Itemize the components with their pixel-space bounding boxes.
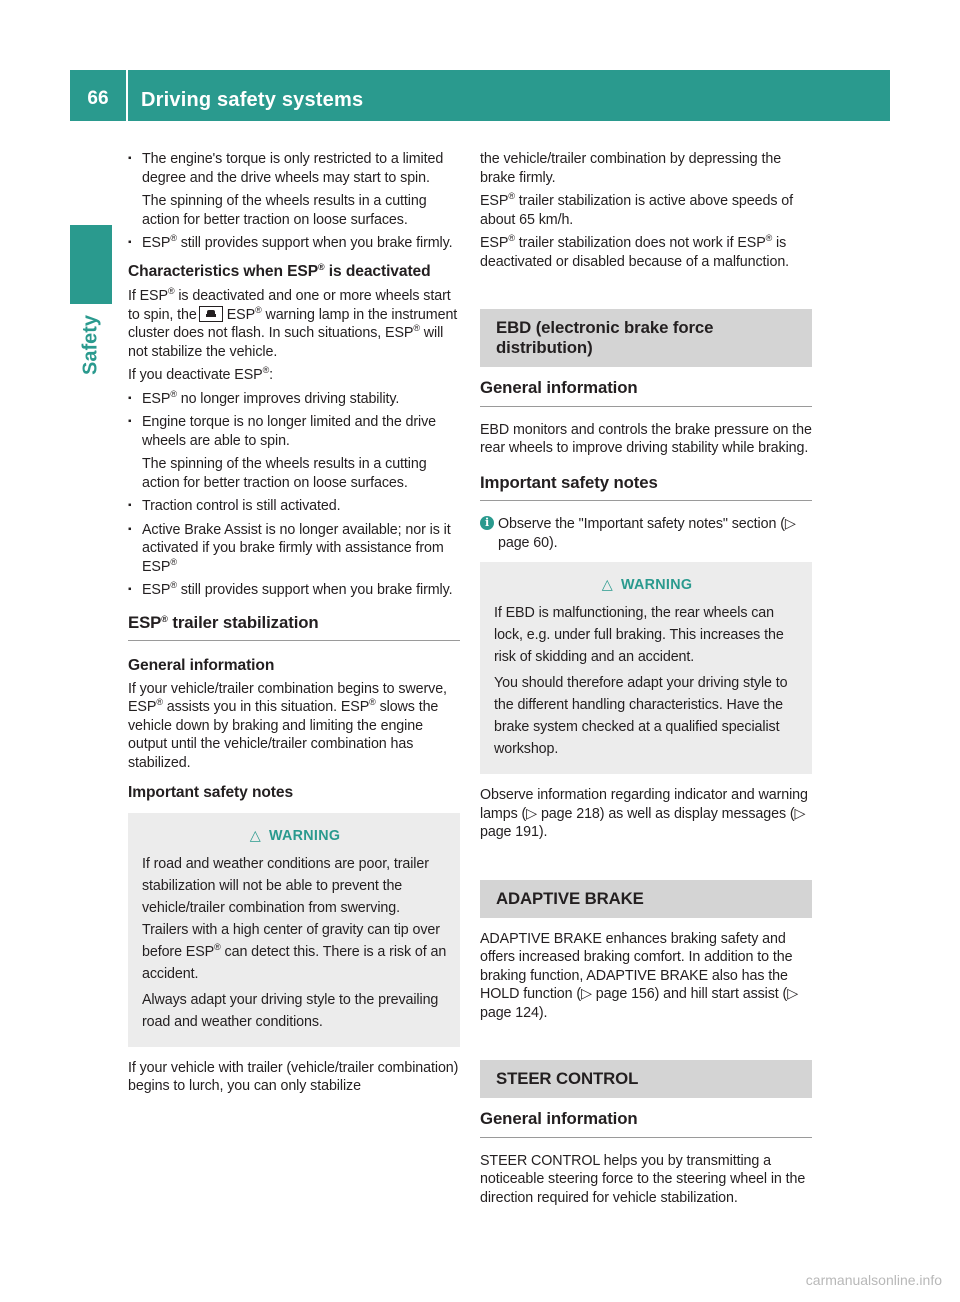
characteristics-paragraph: If ESP® is deactivated and one or more wheels start to spin, the ESP® warning lamp in the instrument cluster does not flash. In such situations, ESP® will not stabilize the vehicle. [128, 286, 458, 360]
bullet-icon: ▪ [128, 153, 132, 164]
bullet-icon: ▪ [128, 584, 132, 595]
page-ref-arrow-icon: ▷ [581, 986, 592, 1002]
info-note: i Observe the "Important safety notes" section (▷ page 60). [480, 515, 812, 552]
side-tab-label: Safety [79, 314, 102, 376]
warning-box [480, 562, 812, 774]
page-ref-arrow-icon: ▷ [794, 805, 806, 822]
watermark: carmanualsonline.info [805, 1272, 942, 1288]
warning-text: Always adapt your driving style to the prevailing road and weather conditions. [142, 991, 439, 1030]
right-column [480, 150, 812, 1212]
bullet-list-top [128, 150, 460, 253]
steer-general-heading: General information [480, 1110, 812, 1138]
adaptive-brake-title: ADAPTIVE BRAKE [480, 880, 812, 918]
closing-paragraph: If your vehicle with trailer (vehicle/trailer combination) begins to lurch, you can only stabilize [128, 1059, 459, 1094]
left-column [128, 150, 460, 1101]
trailer-stabilization-heading: ESP® trailer stabilization [128, 614, 460, 642]
warning-text: You should therefore adapt your driving style to the different handling characteristics. Have the brake system checked at a qualified specialist workshop. [494, 675, 788, 757]
ebd-safety-heading: Important safety notes [480, 474, 812, 502]
warning-header: △ WARNING [142, 825, 448, 847]
page-title: Driving safety systems [141, 89, 364, 111]
page-ref-arrow-icon: ▷ [784, 516, 796, 532]
list-item: ▪ ESP® still provides support when you brake firmly. [128, 580, 453, 598]
ebd-general-heading: General information [480, 379, 812, 407]
adaptive-brake-paragraph: ADAPTIVE BRAKE enhances braking safety and offers increased braking comfort. In addition to the braking function, ADAPTIVE BRAKE also has the HOLD function (▷ page 156) and hill start assist (▷ page 124). [480, 930, 799, 1021]
warning-triangle-icon: △ [249, 827, 262, 844]
header-divider [126, 70, 128, 121]
list-item: ▪ ESP® still provides support when you brake firmly. [128, 233, 453, 251]
observe-paragraph: Observe information regarding indicator and warning lamps (▷ page 218) as well as display messages (▷ page 191). [480, 787, 808, 840]
bullet-icon: ▪ [128, 500, 132, 511]
general-information-heading: General information [128, 657, 275, 674]
warning-header: △ WARNING [494, 574, 800, 596]
list-item: ▪ ESP® no longer improves driving stability. [128, 388, 400, 407]
page-ref-arrow-icon: ▷ [526, 805, 538, 822]
info-icon: i [480, 516, 494, 530]
bullet-list-deactivated [128, 390, 460, 600]
warning-text: If road and weather conditions are poor, trailer stabilization will not be able to prevent the vehicle/trailer combination from swerving. Trailers with a high center of gravity can tip over before ESP® can detect this. There is a risk of an accident. [142, 855, 447, 982]
warning-text: If EBD is malfunctioning, the rear wheels can lock, e.g. under full braking. This increases the risk of skidding and an accident. [494, 605, 784, 665]
characteristics-heading: Characteristics when ESP® is deactivated [128, 261, 431, 280]
deactivate-intro: If you deactivate ESP®: [128, 365, 274, 383]
list-item: ▪ The engine's torque is only restricted to a limited degree and the drive wheels may start to spin. The spinning of the wheels results in a cutting action for better traction on loose surfaces. [128, 151, 444, 228]
side-tab-marker [70, 225, 112, 304]
steer-control-paragraph: STEER CONTROL helps you by transmitting a noticeable steering force to the steering wheel in the direction required for vehicle stabilization. [480, 1152, 806, 1206]
bullet-icon: ▪ [128, 237, 132, 248]
speed-paragraph: ESP® trailer stabilization is active above speeds of about 65 km/h. [480, 191, 793, 228]
important-safety-notes-heading: Important safety notes [128, 784, 294, 801]
list-item: ▪ Engine torque is no longer limited and the drive wheels are able to spin. The spinning of the wheels results in a cutting action for better traction on loose surfaces. [128, 414, 437, 491]
continued-paragraph: the vehicle/trailer combination by depressing the brake firmly. [480, 151, 782, 186]
general-information-paragraph: If your vehicle/trailer combination begins to swerve, ESP® assists you in this situation. ESP® slows the vehicle down by braking and limiting the engine output until the vehicle/trailer combination has stabilized. [128, 680, 447, 771]
warning-box [128, 813, 460, 1047]
disabled-paragraph: ESP® trailer stabilization does not work if ESP® is deactivated or disabled because of a malfunction. [480, 233, 790, 270]
list-item: ▪ Active Brake Assist is no longer available; nor is it activated if you brake firmly with assistance from ESP® [128, 521, 451, 575]
esp-warning-lamp-icon [199, 306, 223, 322]
page-ref-arrow-icon: ▷ [787, 986, 799, 1002]
steer-control-title: STEER CONTROL [480, 1060, 812, 1098]
list-item: ▪ Traction control is still activated. [128, 498, 341, 514]
page-number: 66 [87, 88, 109, 109]
bullet-icon: ▪ [128, 416, 132, 427]
warning-triangle-icon: △ [601, 577, 614, 593]
ebd-section-title: EBD (electronic brake force distribution) [480, 309, 812, 367]
ebd-general-paragraph: EBD monitors and controls the brake pressure on the rear wheels to improve driving stability while braking. [480, 421, 812, 456]
bullet-icon: ▪ [128, 392, 132, 404]
bullet-icon: ▪ [128, 523, 132, 535]
